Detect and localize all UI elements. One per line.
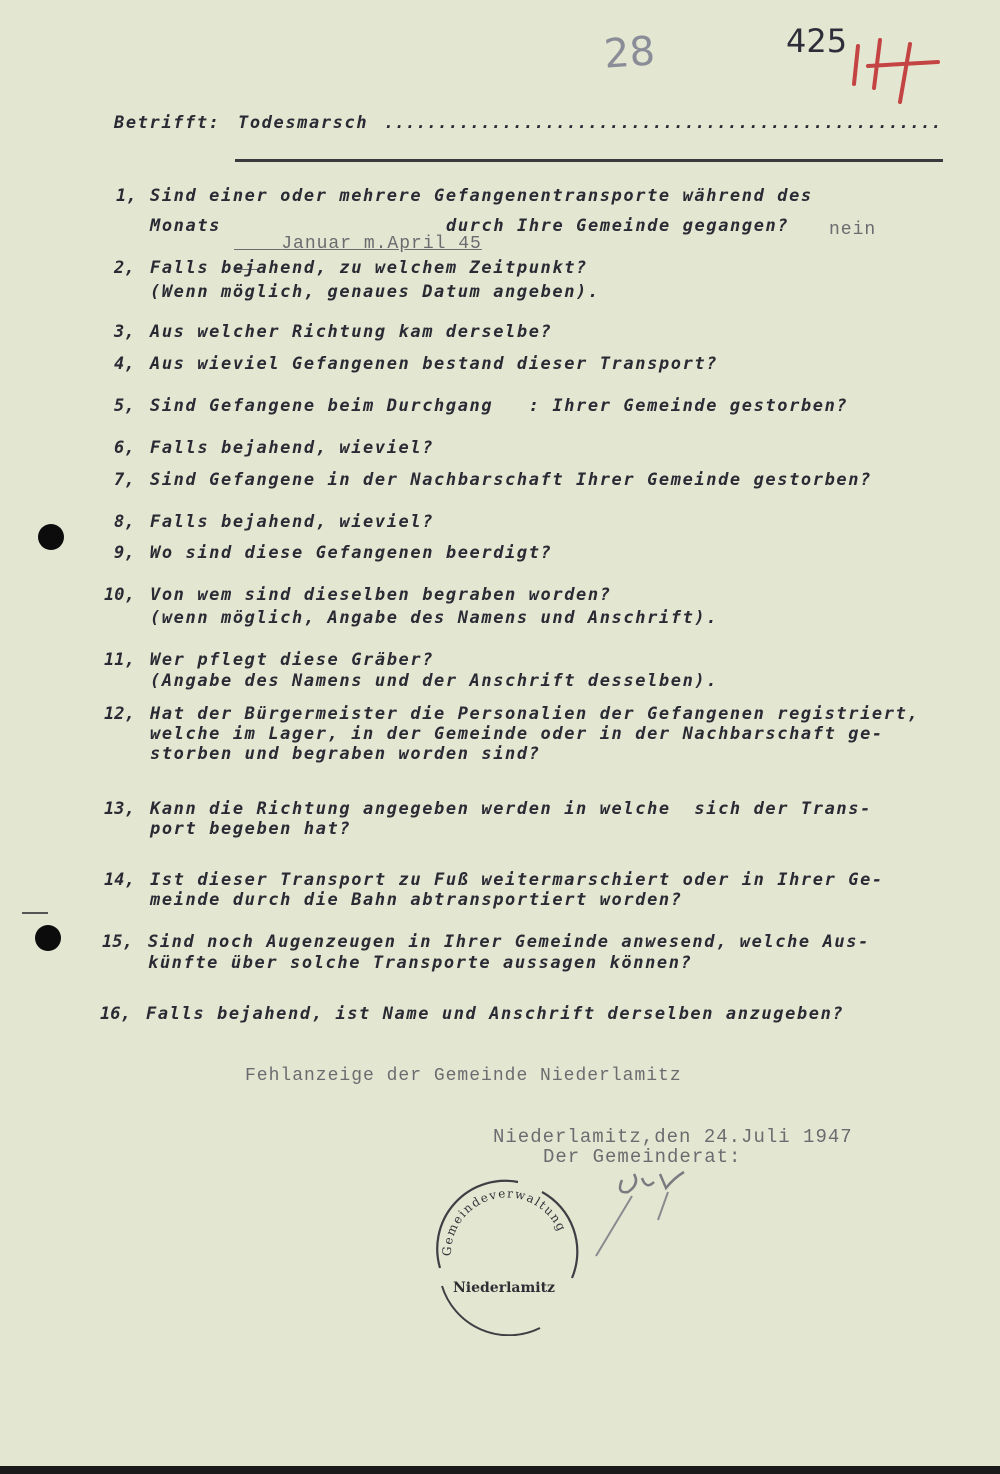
question-text: Von wem sind dieselben begraben worden? xyxy=(150,585,612,605)
punch-hole-lower xyxy=(35,925,61,951)
question-text: (wenn möglich, Angabe des Namens und Anschrift). xyxy=(150,608,719,628)
question-number: 12, xyxy=(104,704,135,724)
question-number: 9, xyxy=(114,543,135,563)
question-text: durch Ihre Gemeinde gegangen? xyxy=(446,216,790,236)
question-text: künfte über solche Transporte aussagen können? xyxy=(148,953,693,973)
question-text: Falls bejahend, ist Name und Anschrift derselben anzugeben? xyxy=(146,1004,845,1024)
question-number: 6, xyxy=(114,438,135,458)
scan-edge xyxy=(0,1466,1000,1474)
red-mark xyxy=(848,28,948,112)
question-text: Falls bejahend, wieviel? xyxy=(150,512,435,532)
question-text: (Wenn möglich, genaues Datum angeben). xyxy=(150,282,600,302)
question-text: Hat der Bürgermeister die Personalien der Gefangenen registriert, xyxy=(150,704,920,724)
punch-hole-upper xyxy=(38,524,64,550)
subject-label: Betrifft: xyxy=(114,113,221,133)
question-text: Sind Gefangene in der Nachbarschaft Ihrer Gemeinde gestorben? xyxy=(150,470,872,490)
question-number: 5, xyxy=(114,396,135,416)
place-date: Niederlamitz,den 24.Juli 1947 xyxy=(493,1126,853,1148)
question-number: 15, xyxy=(102,932,133,952)
red-mark-icon xyxy=(848,28,948,108)
subject-dots: .................................................... xyxy=(384,113,943,132)
margin-mark xyxy=(22,912,48,914)
question-text: port begeben hat? xyxy=(150,819,352,839)
signature xyxy=(588,1160,718,1274)
header-rule xyxy=(235,159,943,162)
official-stamp xyxy=(422,1168,590,1336)
question-text: Falls bejahend, zu welchem Zeitpunkt? xyxy=(150,258,588,278)
signature-icon xyxy=(588,1160,718,1270)
question-number: 2, xyxy=(114,258,135,278)
pencil-number: 28 xyxy=(602,28,657,78)
question-text: Aus welcher Richtung kam derselbe? xyxy=(150,322,553,342)
question-number: 8, xyxy=(114,512,135,532)
question-number: 13, xyxy=(104,799,135,819)
svg-text:Niederlamitz: Niederlamitz xyxy=(452,1280,556,1296)
question-text: welche im Lager, in der Gemeinde oder in der Nachbarschaft ge- xyxy=(150,724,884,744)
question-text: Sind einer oder mehrere Gefangenentransporte während des xyxy=(150,186,813,206)
question-text: meinde durch die Bahn abtransportiert worden? xyxy=(150,890,683,910)
question-text: (Angabe des Namens und der Anschrift desselben). xyxy=(150,671,719,691)
question-number: 7, xyxy=(114,470,135,490)
question-number: 1, xyxy=(116,186,137,206)
subject-value: Todesmarsch xyxy=(238,113,369,133)
question-number: 4, xyxy=(114,354,135,374)
month-fill-text: Januar m.April 45 xyxy=(281,234,482,254)
question-text: Aus wieviel Gefangenen bestand dieser Transport? xyxy=(150,354,719,374)
question-number: 10, xyxy=(104,585,135,605)
question-text: Monats xyxy=(150,216,222,236)
stamp-icon xyxy=(422,1168,590,1336)
answer-nein: nein xyxy=(829,220,877,240)
question-number: 14, xyxy=(104,870,135,890)
signatory-title: Der Gemeinderat: xyxy=(543,1146,742,1168)
question-number: 3, xyxy=(114,322,135,342)
question-number: 16, xyxy=(100,1004,131,1024)
fehlanzeige-note: Fehlanzeige der Gemeinde Niederlamitz xyxy=(245,1066,682,1086)
svg-text:Gemeindeverwaltung: Gemeindeverwaltung xyxy=(439,1186,570,1257)
page-number: 425 xyxy=(786,22,848,60)
question-text: Ist dieser Transport zu Fuß weitermarschiert oder in Ihrer Ge- xyxy=(150,870,884,890)
question-text: Falls bejahend, wieviel? xyxy=(150,438,435,458)
question-text: storben und begraben worden sind? xyxy=(150,744,541,764)
question-text: Sind noch Augenzeugen in Ihrer Gemeinde anwesend, welche Aus- xyxy=(148,932,870,952)
question-text: Kann die Richtung angegeben werden in welche sich der Trans- xyxy=(150,799,872,819)
question-text: Sind Gefangene beim Durchgang : Ihrer Gemeinde gestorben? xyxy=(150,396,849,416)
question-text: Wo sind diese Gefangenen beerdigt? xyxy=(150,543,553,563)
question-text: Wer pflegt diese Gräber? xyxy=(150,650,435,670)
question-number: 11, xyxy=(104,650,135,670)
